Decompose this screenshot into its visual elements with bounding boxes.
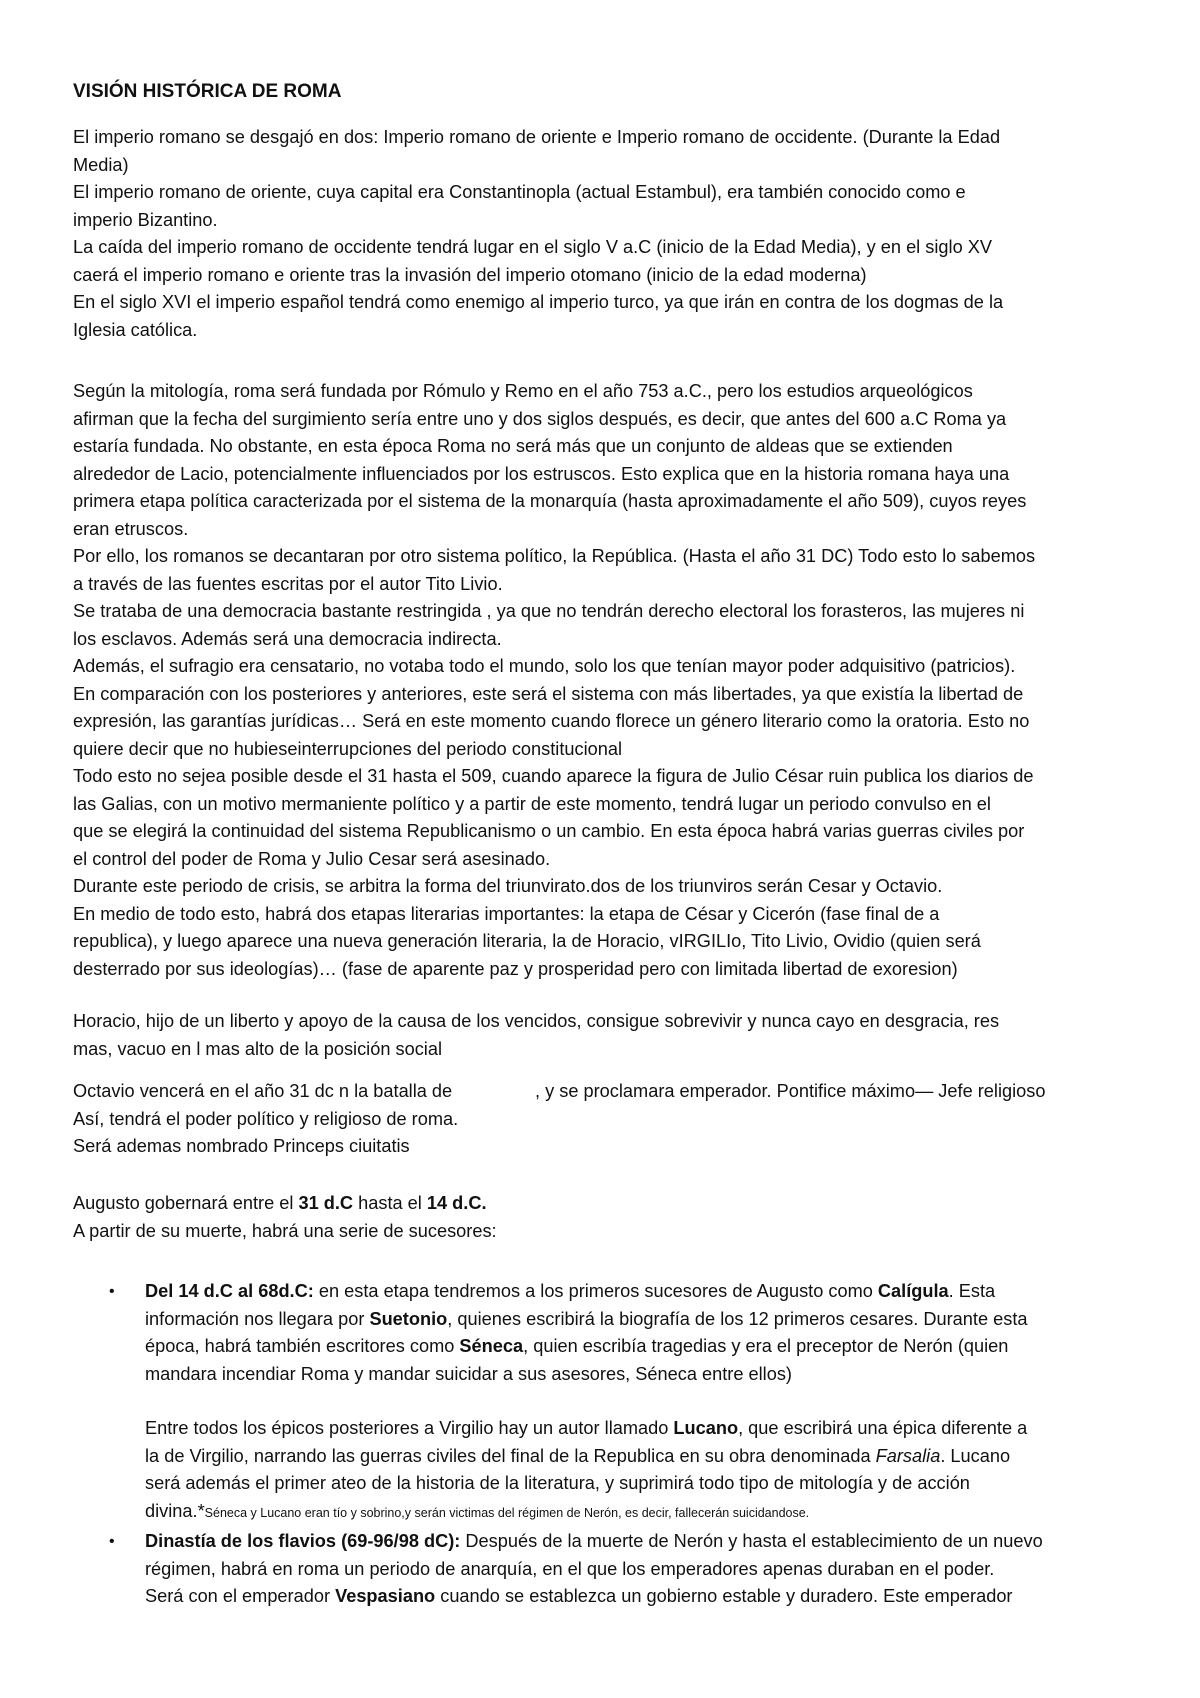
text-line: Así, tendrá el poder político y religioso de roma. [73, 1108, 459, 1129]
date-14dc: 14 d.C. [426, 1193, 487, 1213]
text-line: Horacio, hijo de un liberto y apoyo de la causa de los vencidos, consigue sobrevivir y nunca cayo en desgracia, res [73, 1011, 1000, 1031]
paragraph-augusto [73, 1190, 1143, 1245]
paragraph-octavio [73, 1078, 1143, 1161]
name-caligula: Calígula [877, 1281, 949, 1301]
text-line: régimen, habrá en roma un periodo de anarquía, en el que los emperadores apenas duraban en el poder. [145, 1558, 995, 1579]
text-line [145, 1333, 1145, 1361]
text-line [145, 1528, 1145, 1556]
text-line: republica), y luego aparece una nueva generación literaria, la de Horacio, vIRGILIo, Tito Livio, Ovidio (quien será [73, 931, 981, 951]
bullet-heading: Del 14 d.C al 68d.C: [145, 1281, 314, 1301]
name-seneca: Séneca [459, 1336, 524, 1356]
name-vespasiano: Vespasiano [335, 1586, 436, 1606]
octavio-left-text: Octavio vencerá en el año 31 dc n la batalla de [73, 1081, 453, 1101]
text-line: desterrado por sus ideologías)… (fase de aparente paz y prosperidad pero con limitada libertad de exoresion) [73, 958, 958, 979]
date-31dc: 31 d.C [298, 1193, 354, 1213]
text-line: expresión, las garantías jurídicas… Será en este momento cuando florece un género literario como la oratoria. Esto no [73, 711, 1030, 731]
text-line: imperio Bizantino. [73, 209, 218, 230]
octavio-right-text: , y se proclamara emperador. Pontifice máximo— Jefe religioso [535, 1081, 1046, 1101]
text-line [145, 1583, 1145, 1611]
text-fragment: , quien escribía tragedias y era el preceptor de Nerón (quien [523, 1336, 1009, 1356]
text-line: Durante este periodo de crisis, se arbitra la forma del triunvirato.dos de los triunviros serán Cesar y Octavio. [73, 876, 943, 896]
text-line: Todo esto no sejea posible desde el 31 hasta el 509, cuando aparece la figura de Julio César ruin publica los diarios de [73, 766, 1034, 786]
text-fragment: en esta etapa tendremos a los primeros sucesores de Augusto como [313, 1281, 878, 1301]
text-line: El imperio romano se desgajó en dos: Imperio romano de oriente e Imperio romano de occidente. (Durante la Edad [73, 127, 1001, 147]
text-fragment: Será con el emperador [145, 1586, 336, 1606]
footnote-seneca-lucano: Séneca y Lucano eran tío y sobrino,y serán victimas del régimen de Nerón, es decir, fallecerán suicidandose. [204, 1505, 810, 1520]
text-line [73, 1078, 1143, 1106]
text-fragment: . Esta [948, 1281, 996, 1301]
text-line: A partir de su muerte, habrá una serie de sucesores: [73, 1220, 497, 1241]
text-line: caerá el imperio romano e oriente tras la invasión del imperio otomano (inicio de la edad moderna) [73, 264, 867, 285]
text-line: La caída del imperio romano de occidente tendrá lugar en el siglo V a.C (inicio de la Edad Media), y en el siglo XV [73, 237, 992, 257]
text-fragment: , quienes escribirá la biografía de los 12 primeros cesares. Durante esta [447, 1308, 1028, 1329]
text-line: quiere decir que no hubieseinterrupciones del periodo constitucional [73, 738, 623, 759]
text-line: será además el primer ateo de la historia de la literatura, y suprimirá todo tipo de mitología y de acción [145, 1473, 970, 1493]
text-line [145, 1443, 1145, 1471]
text-fragment: época, habrá también escritores como [145, 1336, 460, 1356]
text-fragment: cuando se establezca un gobierno estable y duradero. Este emperador [435, 1586, 1013, 1606]
text-line: mas, vacuo en l mas alto de la posición social [73, 1038, 442, 1059]
paragraph-mitologia [73, 378, 1143, 983]
text-fragment: divina.* [145, 1500, 205, 1521]
text-line: Iglesia católica. [73, 319, 198, 340]
text-line: primera etapa política caracterizada por el sistema de la monarquía (hasta aproximadamente el año 509), cuyos reyes [73, 491, 1027, 511]
paragraph-horacio [73, 1008, 1143, 1063]
text-line: Por ello, los romanos se decantaran por otro sistema político, la República. (Hasta el año 31 DC) Todo esto lo sabemos [73, 546, 1036, 566]
bullet-icon: • [109, 1283, 115, 1300]
paragraph-imperio [73, 124, 1143, 344]
text-line [145, 1498, 1145, 1526]
text-line: Además, el sufragio era censatario, no votaba todo el mundo, solo los que tenían mayor poder adquisitivo (patricios). [73, 656, 1016, 676]
bullet-item-flavios [145, 1528, 1145, 1611]
name-suetonio: Suetonio [369, 1308, 448, 1329]
text-line: afirman que la fecha del surgimiento sería entre uno y dos siglos después, es decir, que antes del 600 a.C Roma ya [73, 408, 1007, 429]
augusto-pre: Augusto gobernará entre el [73, 1193, 299, 1213]
text-line: En medio de todo esto, habrá dos etapas literarias importantes: la etapa de César y Cicerón (fase final de a [73, 903, 940, 924]
text-line: Según la mitología, roma será fundada por Rómulo y Remo en el año 753 a.C., pero los estudios arqueológicos [73, 381, 973, 401]
text-line: En comparación con los posteriores y anteriores, este será el sistema con más libertades, ya que existía la libertad de [73, 683, 1024, 704]
text-fragment: información nos llegara por [145, 1308, 370, 1329]
bullet-item-julio-claudia [145, 1278, 1145, 1525]
augusto-mid: hasta el [353, 1193, 427, 1213]
text-fragment: . Lucano [940, 1445, 1011, 1466]
text-line: eran etruscos. [73, 518, 189, 539]
text-line: las Galias, con un motivo mermaniente político y a partir de este momento, tendrá lugar un periodo convulso en el [73, 793, 991, 814]
title-farsalia: Farsalia [875, 1445, 941, 1466]
text-line [73, 1190, 1143, 1218]
text-line: Será ademas nombrado Princeps ciuitatis [73, 1136, 410, 1156]
blank-line [145, 1388, 1145, 1415]
text-fragment: Después de la muerte de Nerón y hasta el establecimiento de un nuevo [460, 1531, 1043, 1551]
text-line: El imperio romano de oriente, cuya capital era Constantinopla (actual Estambul), era también conocido como e [73, 182, 966, 202]
text-line: mandara incendiar Roma y mandar suicidar a sus asesores, Séneca entre ellos) [145, 1363, 792, 1384]
text-line [145, 1306, 1145, 1334]
bullet-heading: Dinastía de los flavios (69-96/98 dC): [145, 1531, 461, 1551]
text-line: alrededor de Lacio, potencialmente influenciados por los estruscos. Esto explica que en la historia romana haya una [73, 463, 1010, 484]
text-line: a través de las fuentes escritas por el autor Tito Livio. [73, 573, 503, 594]
text-line [145, 1415, 1145, 1443]
name-lucano: Lucano [673, 1418, 739, 1438]
text-line [145, 1278, 1145, 1306]
text-line: los esclavos. Además será una democracia indirecta. [73, 628, 502, 649]
text-fragment: la de Virgilio, narrando las guerras civiles del final de la Republica en su obra denominada [145, 1445, 876, 1466]
text-fragment: Entre todos los épicos posteriores a Virgilio hay un autor llamado [145, 1418, 674, 1438]
text-line: Media) [73, 154, 129, 175]
text-fragment: , que escribirá una épica diferente a [738, 1418, 1028, 1438]
text-line: Se trataba de una democracia bastante restringida , ya que no tendrán derecho electoral los forasteros, las mujeres ni [73, 601, 1025, 621]
text-line: En el siglo XVI el imperio español tendrá como enemigo al imperio turco, ya que irán en contra de los dogmas de la [73, 292, 1004, 312]
text-line: que se elegirá la continuidad del sistema Republicanismo o un cambio. En esta época habrá varias guerras civiles por [73, 821, 1025, 841]
text-line: el control del poder de Roma y Julio Cesar será asesinado. [73, 848, 551, 869]
text-line: estaría fundada. No obstante, en esta época Roma no será más que un conjunto de aldeas que se extienden [73, 436, 953, 456]
page-title: VISIÓN HISTÓRICA DE ROMA [73, 81, 342, 102]
bullet-icon: • [109, 1533, 115, 1550]
